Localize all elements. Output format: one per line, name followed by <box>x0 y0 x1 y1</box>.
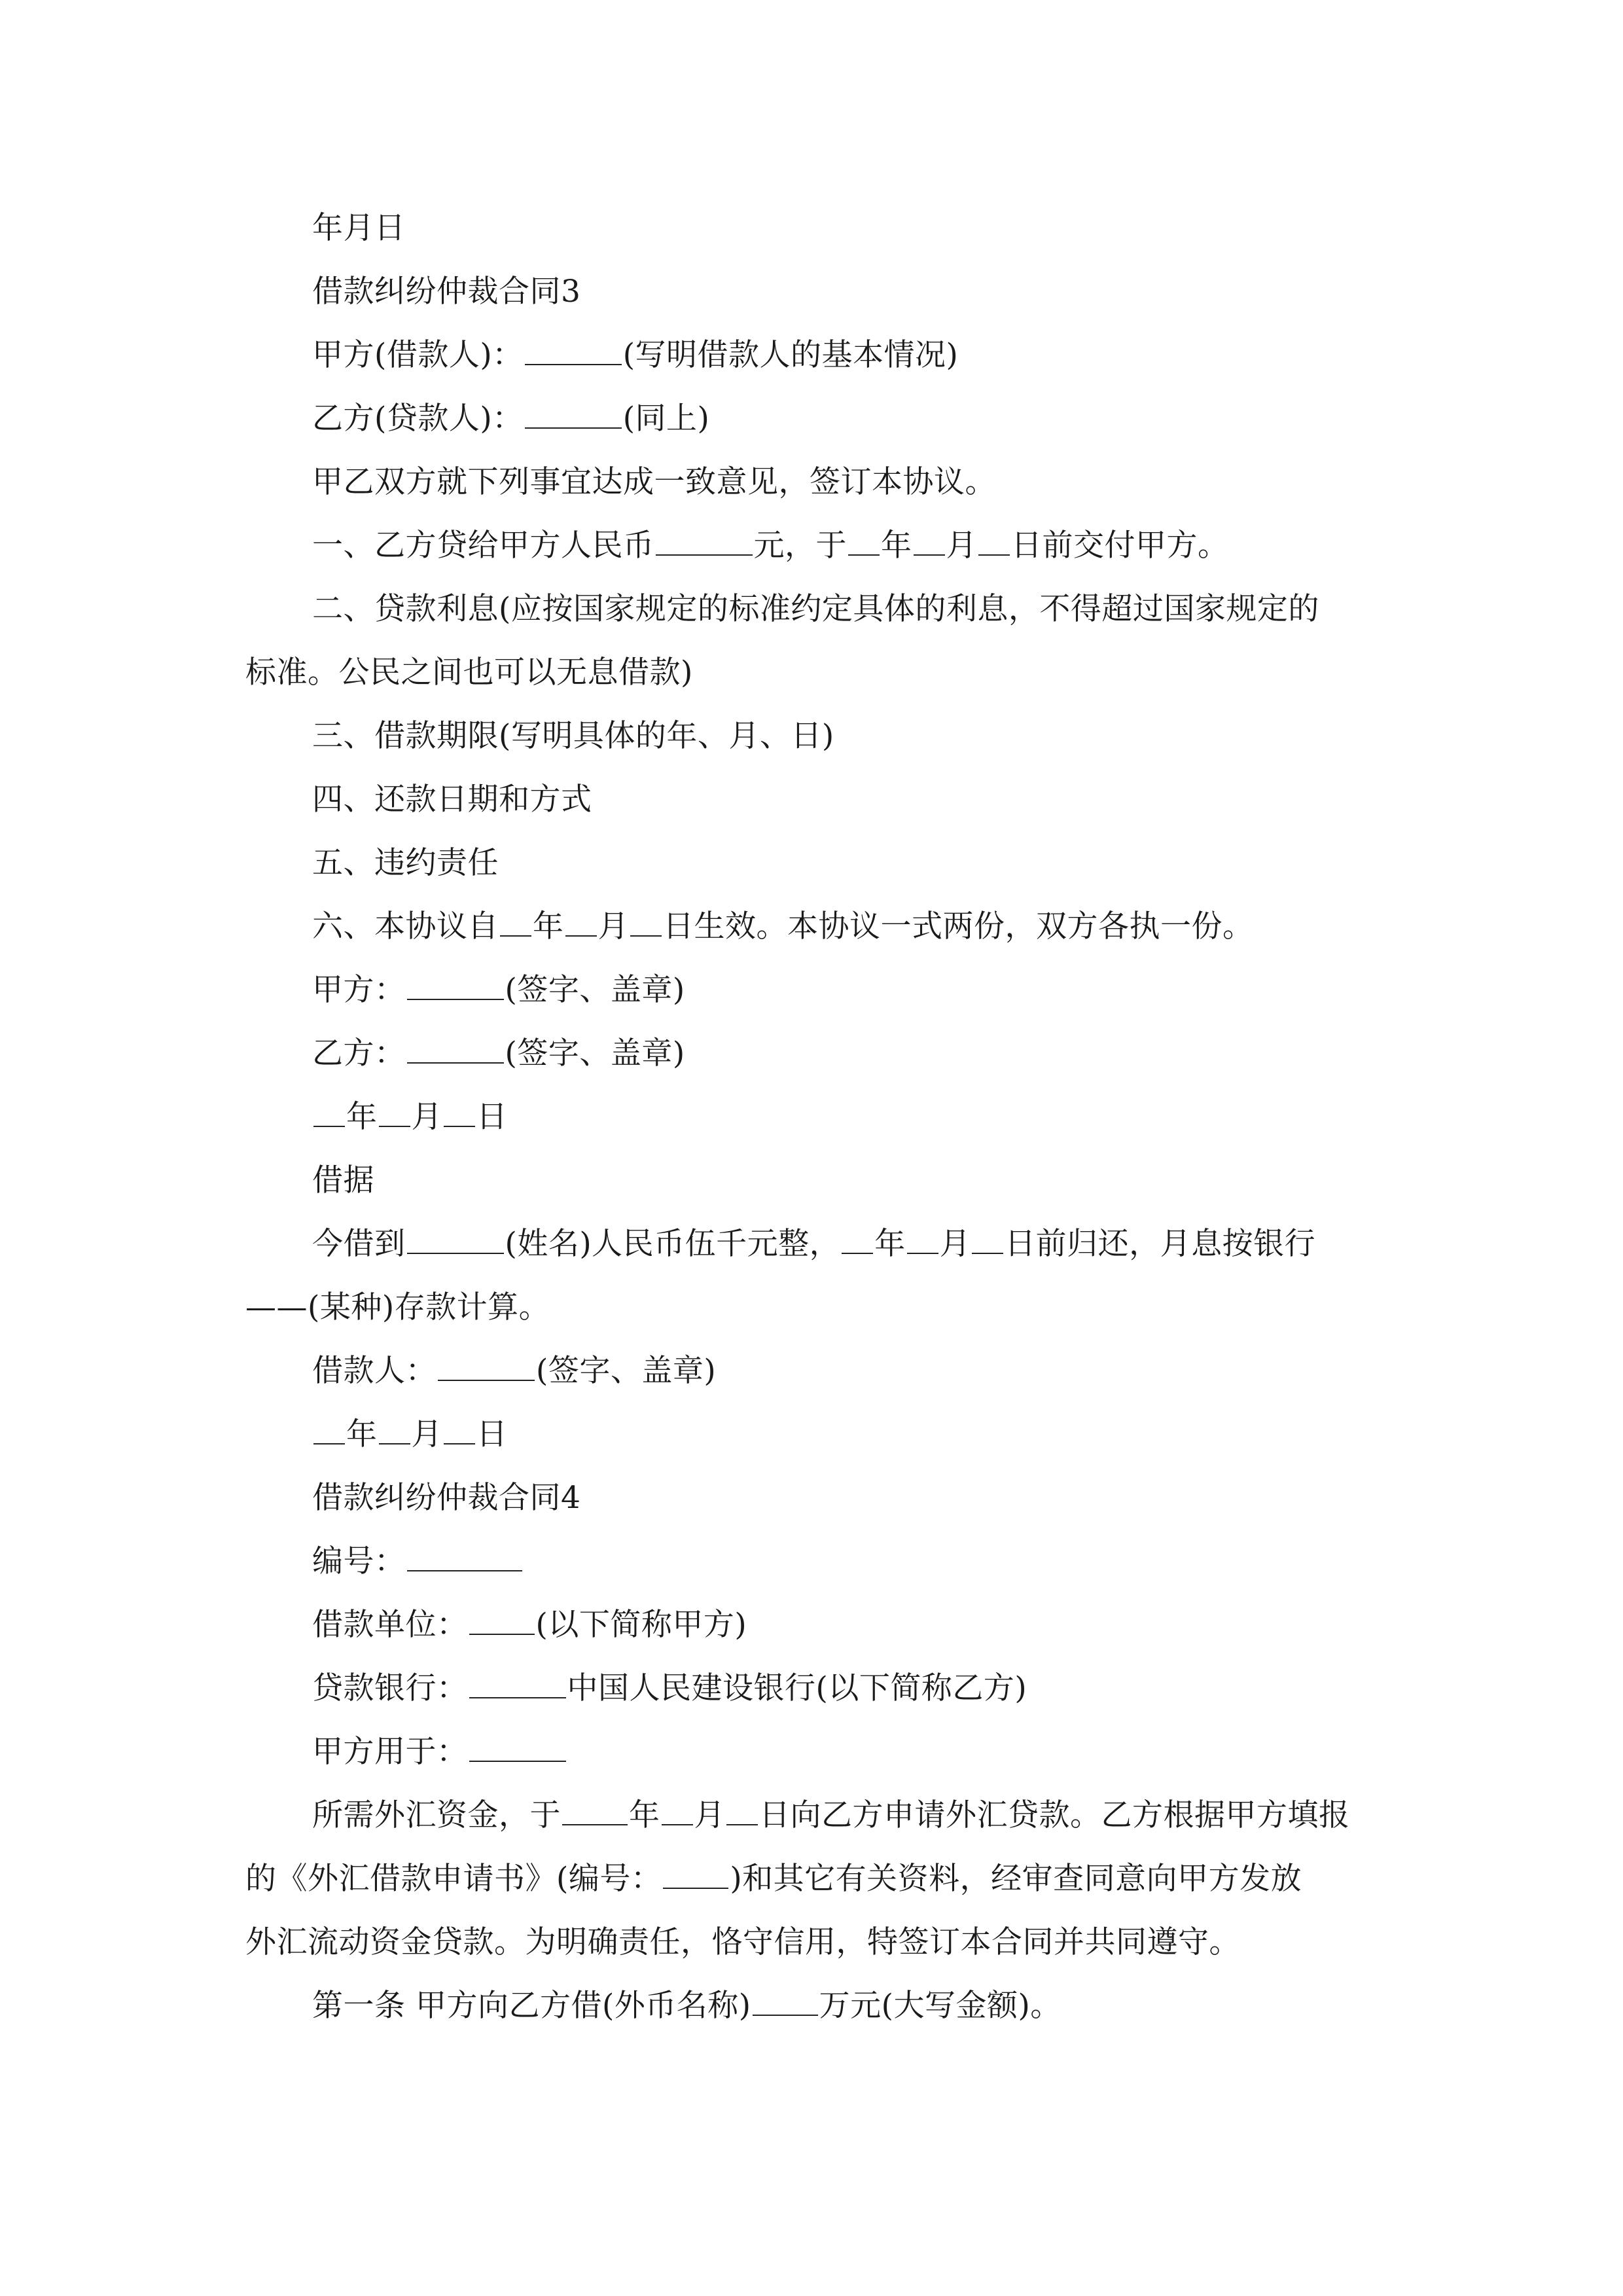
iou-body-continued <box>245 1276 1381 1339</box>
blank-field <box>662 1798 693 1825</box>
party-a-line <box>245 323 1381 387</box>
party-a-signature <box>245 958 1381 1022</box>
text: 月 <box>694 1797 725 1833</box>
blank-field <box>842 1227 873 1254</box>
text: 借款人： <box>312 1353 437 1389</box>
text: 年 <box>874 1226 906 1262</box>
text: (同上) <box>622 401 710 437</box>
text: 年 <box>346 1416 378 1452</box>
text: 日向乙方申请外汇贷款。乙方根据甲方填报 <box>759 1797 1350 1833</box>
blank-field <box>407 1544 522 1571</box>
text: 标准。公民之间也可以无息借款) <box>245 655 693 691</box>
iou-date <box>245 1403 1381 1466</box>
blank-field <box>379 1417 410 1444</box>
borrower-signature <box>245 1339 1381 1403</box>
text: (签字、盖章) <box>536 1353 717 1389</box>
text: 第一条 甲方向乙方借(外币名称) <box>312 1988 751 2024</box>
text: 五、违约责任 <box>312 845 499 881</box>
blank-field <box>663 1861 728 1889</box>
text: 元，于 <box>753 528 847 564</box>
blank-field <box>562 1798 628 1825</box>
blank-field <box>726 1798 758 1825</box>
text: 三、借款期限(写明具体的年、月、日) <box>312 718 834 754</box>
text: 日 <box>476 1416 508 1452</box>
party-b-line <box>245 387 1381 450</box>
clause-5 <box>245 831 1381 895</box>
text: 月 <box>597 908 629 944</box>
blank-field <box>407 1227 504 1254</box>
text: 乙方(贷款人)： <box>312 401 524 437</box>
text: 贷款银行： <box>312 1670 468 1706</box>
date-line <box>245 196 1381 260</box>
clause-2 <box>245 577 1381 641</box>
text: 甲方用于： <box>312 1734 468 1770</box>
purpose-line <box>245 1720 1381 1784</box>
text: 年 <box>881 528 912 564</box>
blank-field <box>407 973 504 1000</box>
text: (写明借款人的基本情况) <box>622 337 959 373</box>
clause-1 <box>245 514 1381 577</box>
text: 所需外汇资金，于 <box>312 1797 561 1833</box>
lending-bank <box>245 1657 1381 1720</box>
text: (签字、盖章) <box>505 972 685 1008</box>
text: 借款纠纷仲裁合同4 <box>312 1480 581 1516</box>
text: 六、本协议自 <box>312 908 499 944</box>
blank-field <box>914 528 945 556</box>
text: 年 <box>533 908 564 944</box>
text: 中国人民建设银行(以下简称乙方) <box>567 1670 1027 1706</box>
text: 二、贷款利息(应按国家规定的标准约定具体的利息，不得超过国家规定的 <box>312 591 1319 627</box>
text: 的《外汇借款申请书》(编号： <box>245 1861 662 1897</box>
contract-number <box>245 1530 1381 1593</box>
blank-field <box>565 909 597 937</box>
text: 月 <box>939 1226 971 1262</box>
agreement-intro <box>245 450 1381 514</box>
text: 万元(大写金额)。 <box>819 1988 1061 2024</box>
application-paragraph <box>245 1784 1381 1847</box>
document-body <box>245 196 1381 2037</box>
application-paragraph-continued <box>245 1847 1381 1910</box>
text: 日前归还，月息按银行 <box>1005 1226 1316 1262</box>
text: (姓名)人民币伍千元整， <box>505 1226 841 1262</box>
text: 外汇流动资金贷款。为明确责任，恪守信用，特签订本合同并共同遵守。 <box>245 1924 1240 1960</box>
text: 月 <box>411 1099 442 1135</box>
text: ——(某种)存款计算。 <box>245 1289 550 1325</box>
text: 日生效。本协议一式两份，双方各执一份。 <box>663 908 1254 944</box>
text: 借款单位： <box>312 1607 468 1643</box>
text: 四、还款日期和方式 <box>312 781 592 817</box>
text: (以下简称甲方) <box>535 1607 747 1643</box>
blank-field <box>444 1100 475 1127</box>
text: (签字、盖章) <box>505 1035 685 1071</box>
blank-field <box>972 1227 1003 1254</box>
blank-field <box>753 1988 818 2016</box>
article-1 <box>245 1974 1381 2037</box>
blank-field <box>525 401 622 429</box>
text: 今借到 <box>312 1226 406 1262</box>
text: 甲方： <box>312 972 406 1008</box>
blank-field <box>379 1100 410 1127</box>
blank-field <box>848 528 880 556</box>
iou-body <box>245 1212 1381 1276</box>
clause-2-continued <box>245 641 1381 704</box>
blank-field <box>978 528 1010 556</box>
blank-field <box>500 909 531 937</box>
blank-field <box>630 909 662 937</box>
borrowing-unit <box>245 1593 1381 1657</box>
blank-field <box>469 1607 535 1635</box>
text: 编号： <box>312 1543 406 1579</box>
blank-field <box>407 1036 504 1064</box>
text: 日前交付甲方。 <box>1011 528 1229 564</box>
text: 借据 <box>312 1162 374 1198</box>
text: 甲乙双方就下列事宜达成一致意见，签订本协议。 <box>312 464 996 500</box>
text: 甲方(借款人)： <box>312 337 524 373</box>
blank-field <box>444 1417 475 1444</box>
blank-field <box>907 1227 938 1254</box>
signature-date <box>245 1085 1381 1149</box>
text: 日 <box>476 1099 508 1135</box>
blank-field <box>469 1671 566 1698</box>
section-title-contract-3 <box>245 260 1381 323</box>
iou-title <box>245 1149 1381 1212</box>
blank-field <box>313 1417 345 1444</box>
clause-6 <box>245 895 1381 958</box>
clause-3 <box>245 704 1381 768</box>
party-b-signature <box>245 1022 1381 1085</box>
text: 乙方： <box>312 1035 406 1071</box>
blank-field <box>438 1354 535 1381</box>
text: 年 <box>346 1099 378 1135</box>
text: )和其它有关资料，经审查同意向甲方发放 <box>730 1861 1302 1897</box>
text: 年 <box>629 1797 660 1833</box>
text: 月 <box>411 1416 442 1452</box>
blank-field <box>313 1100 345 1127</box>
text: 一、乙方贷给甲方人民币 <box>312 528 654 564</box>
blank-field <box>656 528 753 556</box>
application-paragraph-end <box>245 1910 1381 1974</box>
clause-4 <box>245 768 1381 831</box>
text: 年月日 <box>312 210 406 246</box>
text: 借款纠纷仲裁合同3 <box>312 274 581 310</box>
section-title-contract-4 <box>245 1466 1381 1530</box>
blank-field <box>469 1734 566 1762</box>
text: 月 <box>946 528 977 564</box>
blank-field <box>525 338 622 365</box>
